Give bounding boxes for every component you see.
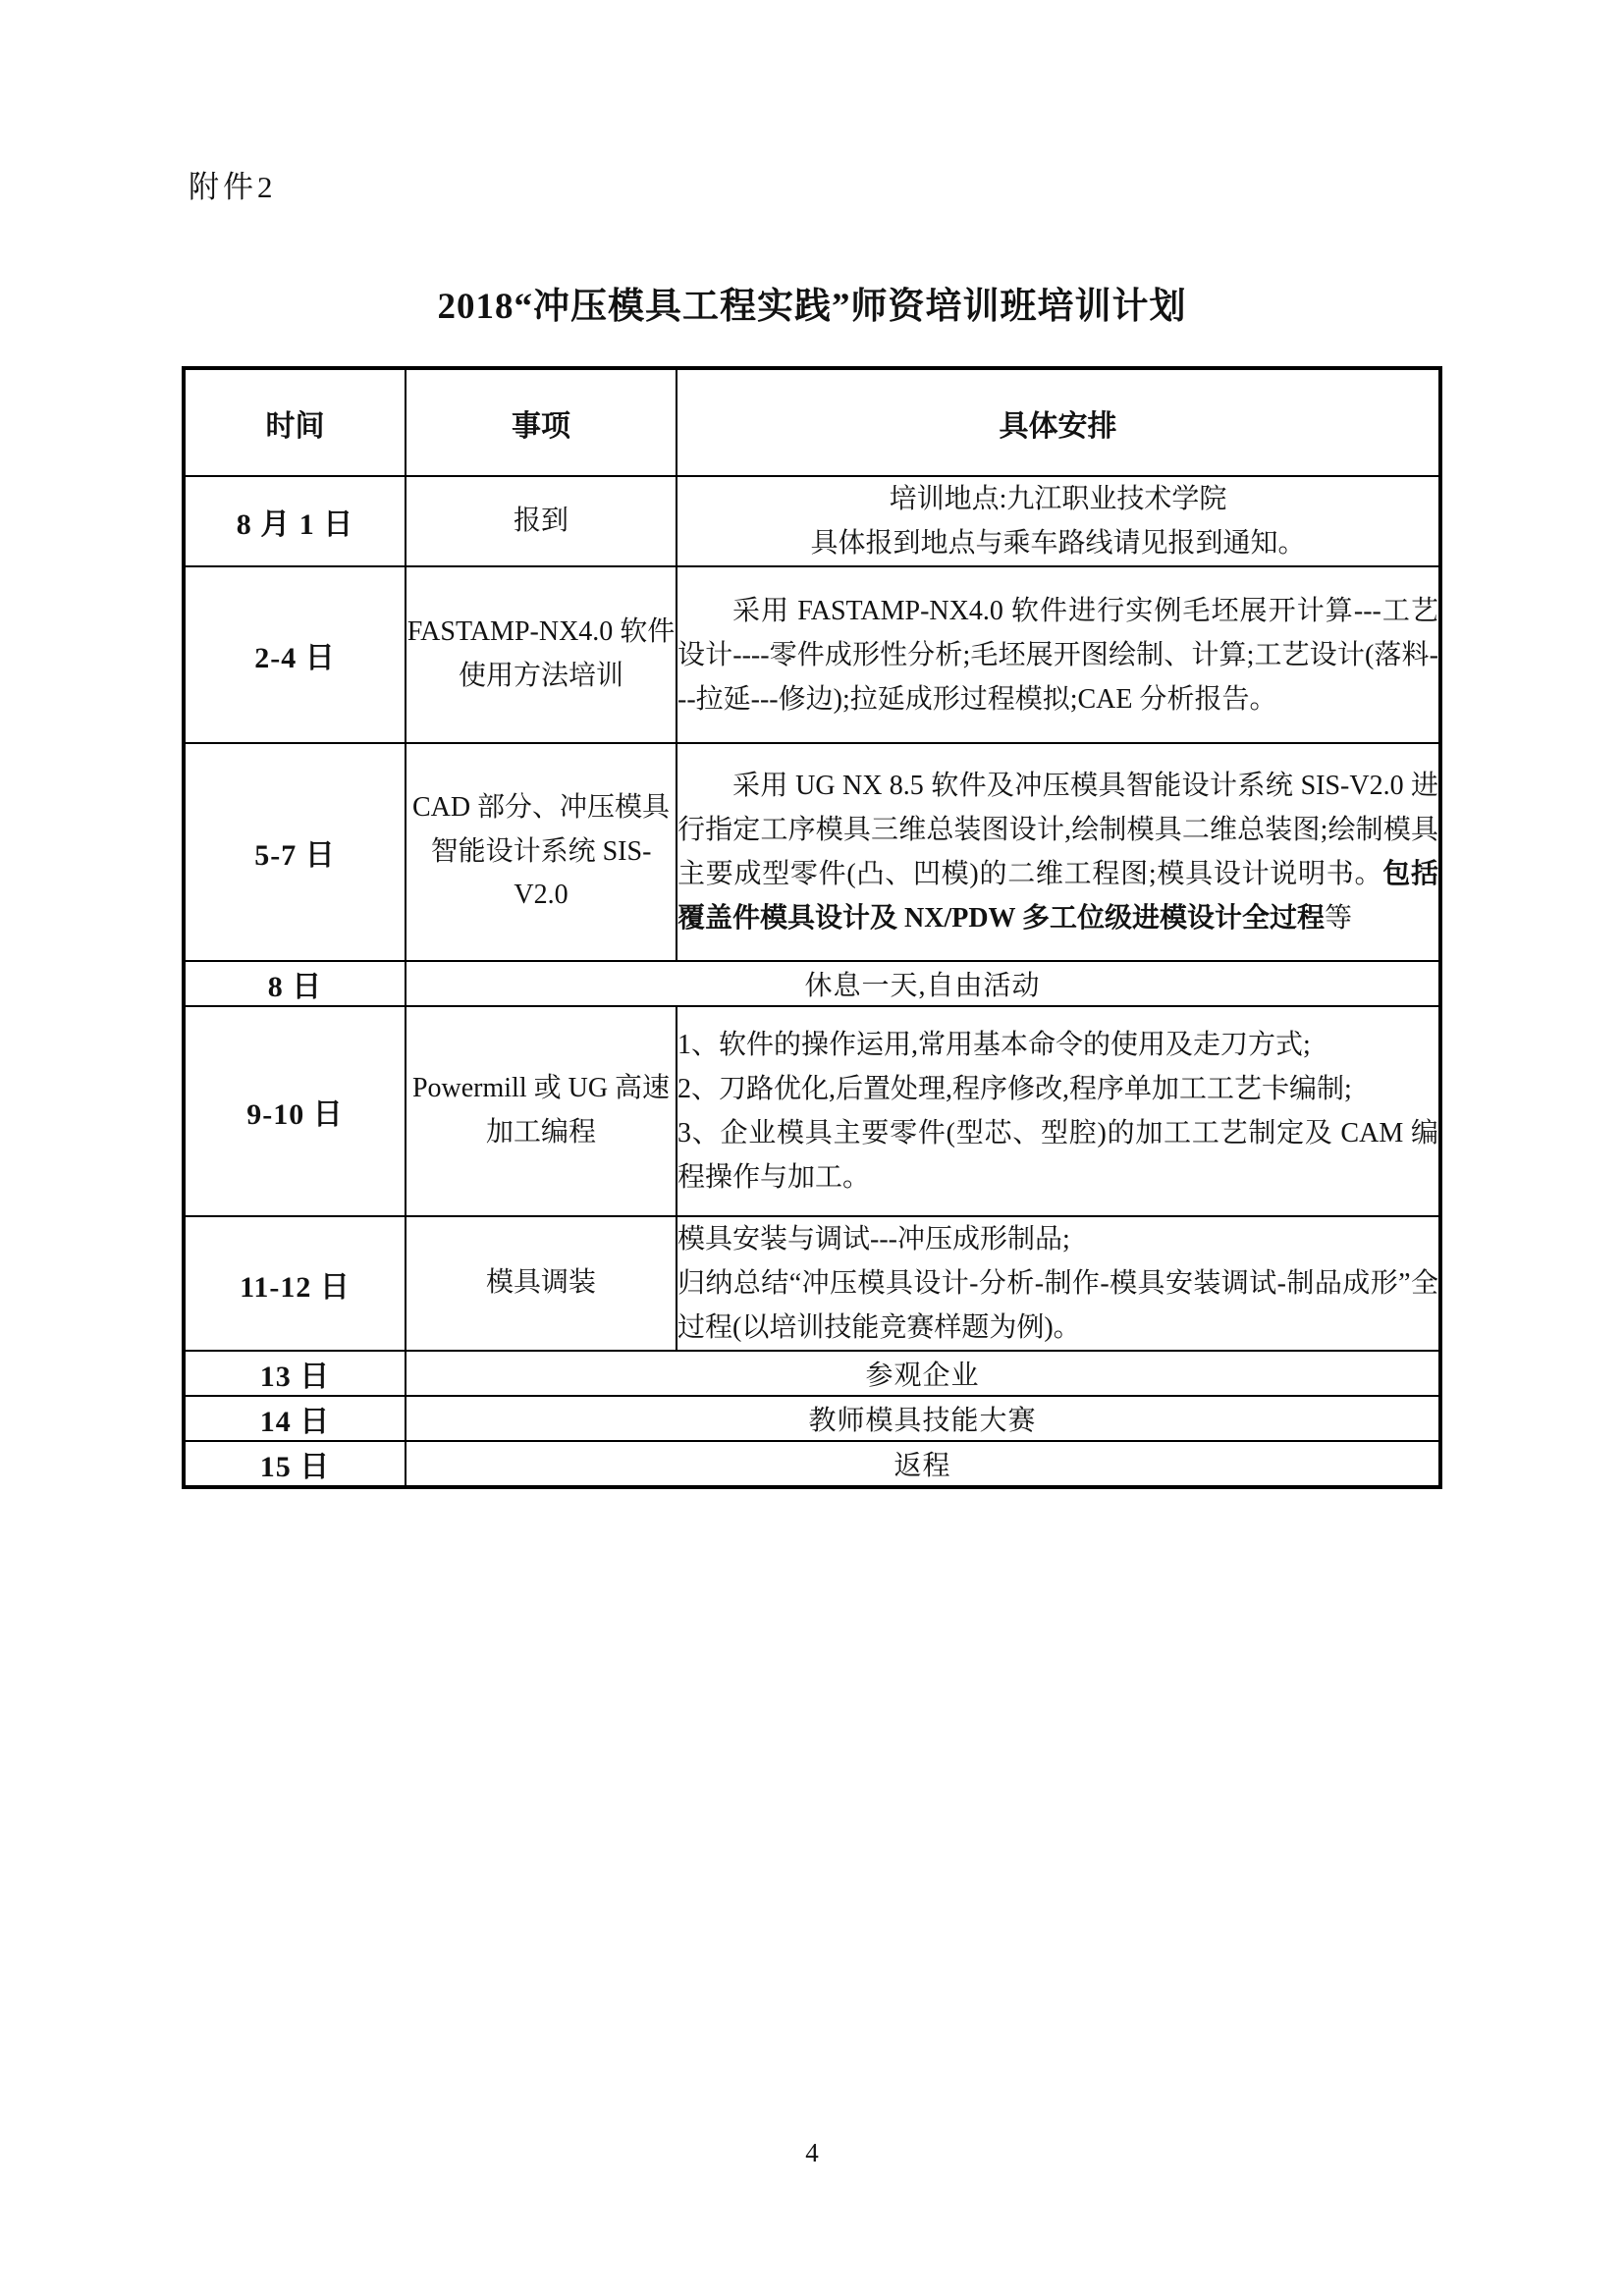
col-header-arrangement: 具体安排 [677,368,1440,476]
merged-activity-cell: 教师模具技能大赛 [406,1396,1440,1441]
page-number: 4 [805,2138,819,2167]
arrangement-text: 采用 UG NX 8.5 软件及冲压模具智能设计系统 SIS-V2.0 进行指定工序模具三维总装图设计,绘制模具二维总装图;绘制模具主要成型零件(凸、凹模)的二维工程图;模具设计说明书。 [677,771,1438,889]
time-cell: 8 日 [184,961,406,1006]
item-cell: 模具调装 [406,1216,677,1351]
arrangement-text-suffix: 等 [1325,903,1353,934]
item-cell: Powermill 或 UG 高速加工编程 [406,1006,677,1216]
attachment-label: 附件2 [189,170,277,204]
arrangement-cell [677,743,1440,961]
arrangement-cell [677,566,1440,743]
merged-activity-cell: 参观企业 [406,1351,1440,1396]
arrangement-cell [677,1216,1440,1351]
training-schedule-table [182,366,1442,1489]
arrangement-line: 培训地点:九江职业技术学院 [889,484,1227,514]
time-cell: 5-7 日 [184,743,406,961]
time-cell: 9-10 日 [184,1006,406,1216]
table-row [184,961,1440,1006]
item-cell: FASTAMP-NX4.0 软件使用方法培训 [406,566,677,743]
arrangement-line: 3、企业模具主要零件(型芯、型腔)的加工工艺制定及 CAM 编程操作与加工。 [677,1118,1438,1193]
table-row [184,1396,1440,1441]
arrangement-line: 归纳总结“冲压模具设计-分析-制作-模具安装调试-制品成形”全过程(以培训技能竞赛样题为例)。 [677,1268,1438,1343]
time-cell: 11-12 日 [184,1216,406,1351]
time-cell: 15 日 [184,1441,406,1487]
table-row [184,1216,1440,1351]
table-header-row [184,368,1440,476]
table-row [184,1006,1440,1216]
item-cell: 报到 [406,476,677,566]
time-cell: 14 日 [184,1396,406,1441]
arrangement-line: 1、软件的操作运用,常用基本命令的使用及走刀方式; [677,1030,1311,1060]
time-cell: 13 日 [184,1351,406,1396]
arrangement-cell [677,476,1440,566]
col-header-time: 时间 [184,368,406,476]
arrangement-bold-text: 包括覆盖件模具设计及 NX/PDW 多工位级进模设计全过程 [677,859,1438,934]
merged-activity-cell: 返程 [406,1441,1440,1487]
table-row [184,1441,1440,1487]
table-row [184,566,1440,743]
page-title: 2018“冲压模具工程实践”师资培训班培训计划 [437,287,1187,327]
arrangement-cell [677,1006,1440,1216]
time-cell: 8 月 1 日 [184,476,406,566]
item-cell: CAD 部分、冲压模具智能设计系统 SIS-V2.0 [406,743,677,961]
table-row [184,1351,1440,1396]
table-row [184,476,1440,566]
time-cell: 2-4 日 [184,566,406,743]
arrangement-line: 模具安装与调试---冲压成形制品; [677,1224,1070,1255]
merged-activity-cell: 休息一天,自由活动 [406,961,1440,1006]
col-header-item: 事项 [406,368,677,476]
table-row [184,743,1440,961]
arrangement-paragraph [677,764,1438,940]
arrangement-line: 具体报到地点与乘车路线请见报到通知。 [810,528,1306,559]
arrangement-paragraph: 采用 FASTAMP-NX4.0 软件进行实例毛坯展开计算---工艺设计----零件成形性分析;毛坯展开图绘制、计算;工艺设计(落料---拉延---修边);拉延成形过程模拟;CAE 分析报告。 [677,595,1438,715]
arrangement-line: 2、刀路优化,后置处理,程序修改,程序单加工工艺卡编制; [677,1074,1352,1104]
